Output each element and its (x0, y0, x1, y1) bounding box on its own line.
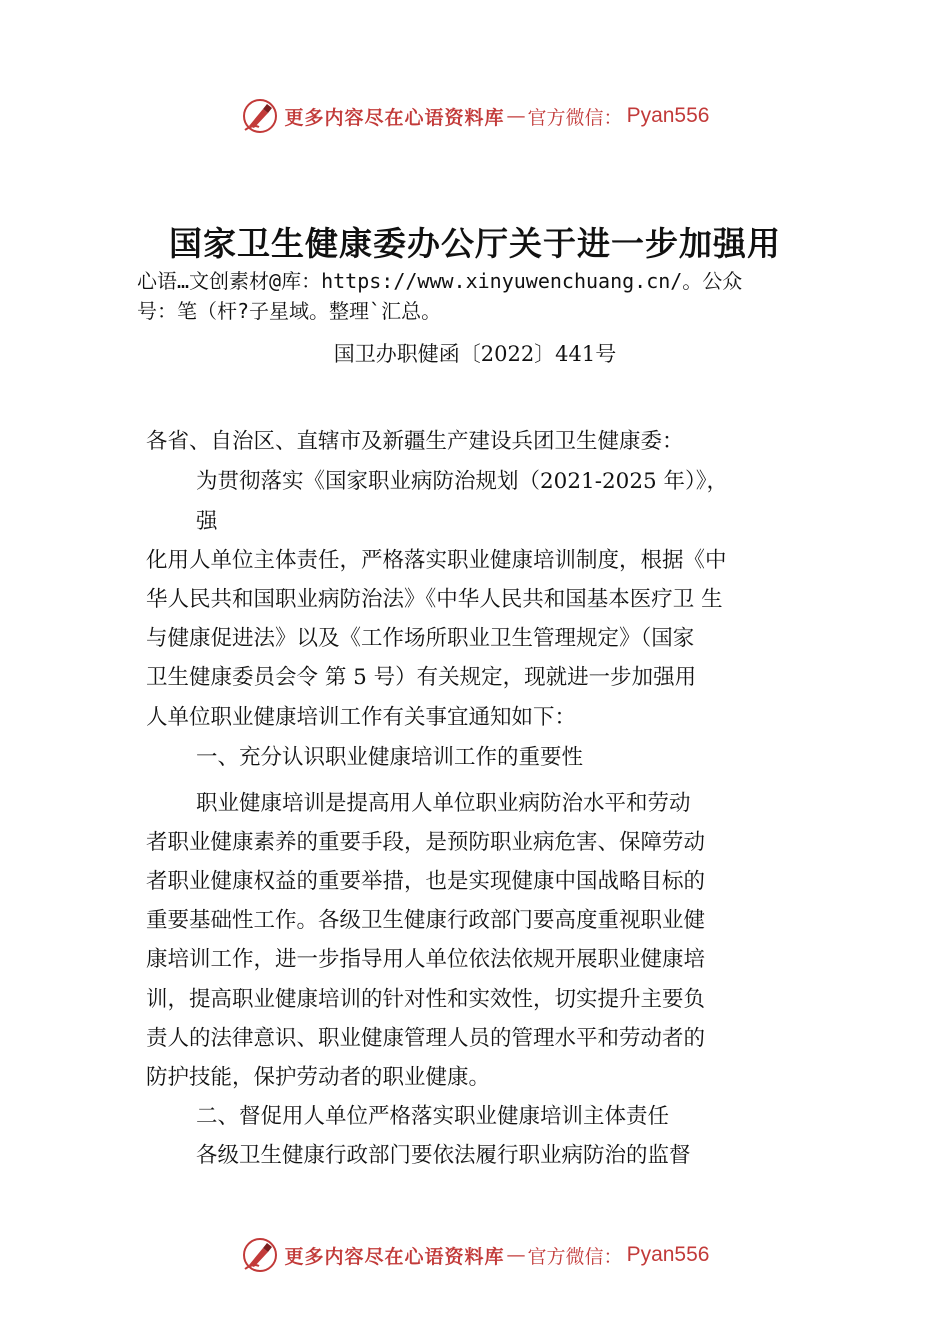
body-line: 卫生健康委员会令 第 5 号）有关规定，现就进一步加强用 (146, 665, 697, 690)
footer-banner (0, 1233, 950, 1277)
salutation: 各省、自治区、直辖市及新疆生产建设兵团卫生健康委： (146, 429, 684, 454)
body-line: 训，提高职业健康培训的针对性和实效性，切实提升主要负 (146, 987, 706, 1012)
banner-dash: — (506, 1244, 526, 1266)
document-number: 国卫办职健函〔2022〕441号 (333, 342, 617, 366)
body-line: 重要基础性工作。各级卫生健康行政部门要高度重视职业健 (146, 908, 706, 933)
banner-wechat-label: 官方微信： (527, 106, 623, 129)
body-line: 责人的法律意识、职业健康管理人员的管理水平和劳动者的 (146, 1026, 706, 1051)
watermark-line-2: 号：笔（杆?子星域。整理`汇总。 (137, 299, 442, 323)
section-heading-2: 二、督促用人单位严格落实职业健康培训主体责任 (196, 1104, 670, 1129)
body-line: 华人民共和国职业病防治法》《中华人民共和国基本医疗卫 生 (146, 587, 723, 612)
body-line: 强 (196, 509, 218, 534)
banner-dash: — (506, 105, 526, 127)
section-heading-1: 一、充分认识职业健康培训工作的重要性 (196, 745, 584, 770)
body-line: 防护技能，保护劳动者的职业健康。 (146, 1065, 491, 1090)
watermark-text (137, 266, 857, 326)
body-line: 人单位职业健康培训工作有关事宜通知如下： (146, 705, 577, 730)
body-line: 化用人单位主体责任，严格落实职业健康培训制度，根据《中 (146, 548, 727, 573)
body-line: 与健康促进法》以及《工作场所职业卫生管理规定》（国家 (146, 626, 695, 651)
body-line: 者职业健康权益的重要举措，也是实现健康中国战略目标的 (146, 869, 706, 894)
banner-text: 更多内容尽在心语资料库 (284, 1245, 505, 1268)
watermark-line-1: 心语…文创素材@库：https://www.xinyuwenchuang.cn/。公众 (137, 269, 743, 293)
body-line: 为贯彻落实《国家职业病防治规划（2021-2025 年）》， (196, 469, 729, 494)
body-line: 者职业健康素养的重要手段，是预防职业病危害、保障劳动 (146, 830, 706, 855)
body-line: 康培训工作，进一步指导用人单位依法依规开展职业健康培 (146, 947, 706, 972)
banner-wechat-id: Pyan556 (626, 104, 710, 127)
pen-nib-logo-icon (241, 1236, 279, 1274)
document-title: 国家卫生健康委办公厅关于进一步加强用 (169, 224, 781, 263)
banner-text: 更多内容尽在心语资料库 (284, 106, 505, 129)
header-banner (0, 94, 950, 138)
banner-wechat-id: Pyan556 (626, 1243, 710, 1266)
body-line: 职业健康培训是提高用人单位职业病防治水平和劳动 (196, 791, 691, 816)
banner-wechat-label: 官方微信： (527, 1245, 623, 1268)
body-line: 各级卫生健康行政部门要依法履行职业病防治的监督 (196, 1143, 691, 1168)
pen-nib-logo-icon (241, 97, 279, 135)
